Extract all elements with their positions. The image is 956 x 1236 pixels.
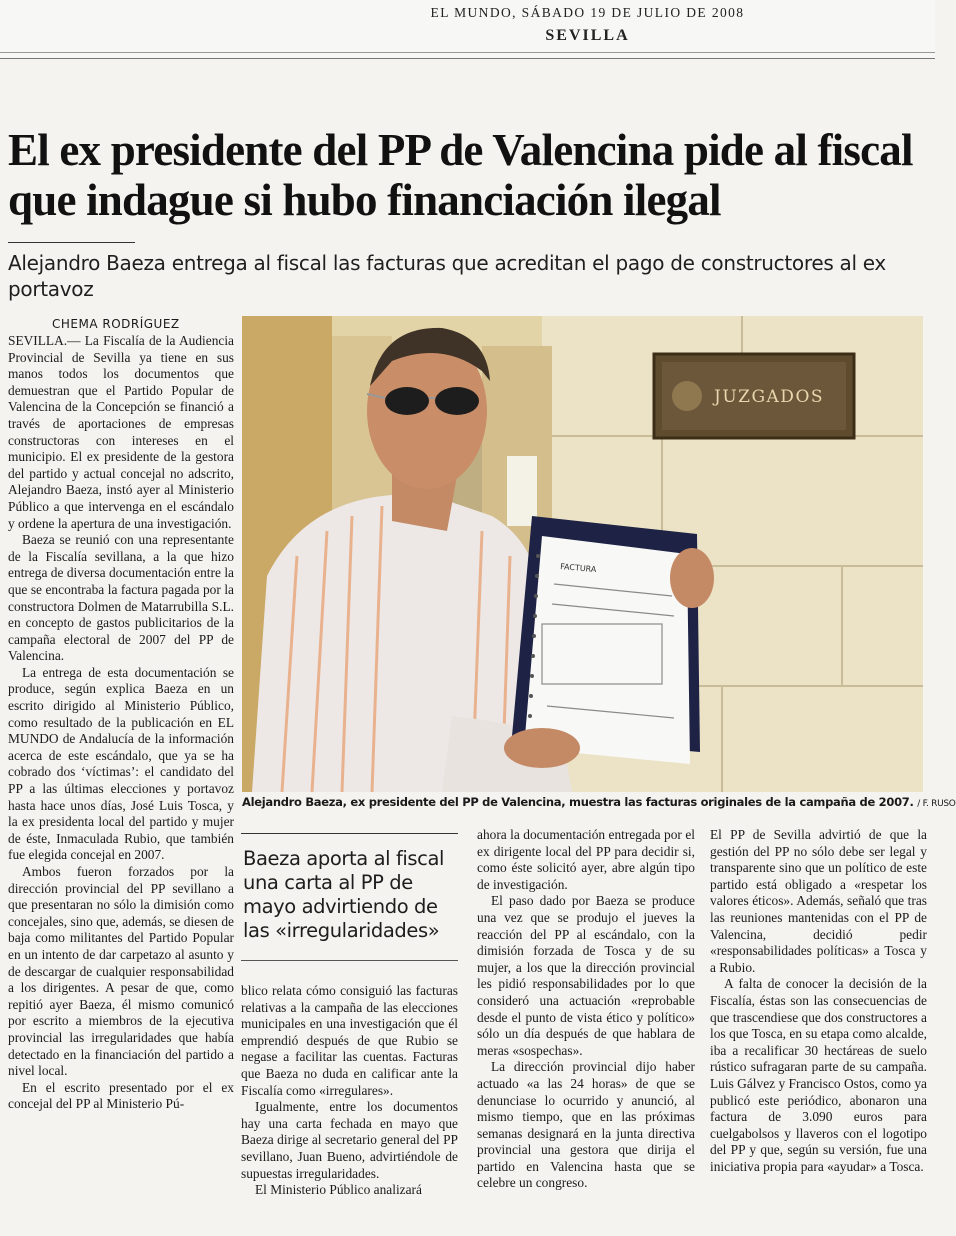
paragraph: La dirección provincial dijo haber actuado «a las 24 horas» de que se denunciase lo ocurrido y anunció, al mismo tiempo, que en las próximas semanas designará en la junta directiva provincial una gestora que dirija el partido en Valencina hasta que se celebre un congreso. <box>477 1059 695 1191</box>
pull-quote-rule-bottom <box>241 960 458 961</box>
article-column-4 <box>710 827 927 1233</box>
subheadline: Alejandro Baeza entrega al fiscal las facturas que acreditan el pago de constructores al ex portavoz <box>8 251 886 301</box>
section-name: SEVILLA <box>545 27 630 44</box>
article-column-3 <box>477 827 695 1233</box>
photo-caption <box>242 795 956 809</box>
paragraph: Igualmente, entre los documentos hay una carta fechada en mayo que Baeza dirige al secretario general del PP sevillano, Juan Bueno, advirtiéndole de supuestas irregularidades. <box>241 1099 458 1181</box>
document-label: FACTURA <box>559 562 597 575</box>
masthead-divider <box>0 52 935 53</box>
paragraph: ahora la documentación entregada por el ex dirigente local del PP para decidir si, como éste solicitó ayer, abre algún tipo de investigación. <box>477 827 695 892</box>
byline: CHEMA RODRÍGUEZ <box>52 317 180 331</box>
paragraph: SEVILLA.— La Fiscalía de la Audiencia Provincial de Sevilla ya tiene en sus manos todos los documentos que demuestran que el Partido Popular de Valencina de la Concepción se financió a través de aportaciones de empresas constructoras con intereses en el municipio. El ex presidente de la gestora del partido y actual concejal no adscrito, Alejandro Baeza, instó ayer al Ministerio Público a que intervenga en el escándalo y ordene la apertura de una investigación. <box>8 333 234 531</box>
paragraph: El Ministerio Público analizará <box>255 1182 422 1198</box>
article-photo <box>242 316 923 792</box>
paragraph: El paso dado por Baeza se produce una vez que se produjo el jueves la reacción del PP al escándalo, con la dimisión forzada de Tosca y de su mujer, a los que la dirección provincial les pidió responsabilidades por lo que consideró una actuación «reprobable desde el punto de vista ético y político» sólo un día después de que hablara de meras «sospechas». <box>477 893 695 1058</box>
paragraph: blico relata cómo consiguió las facturas relativas a la campaña de las elecciones municipales en una investigación que él emprendió después de que Rubio se negase a facilitar las cuentas. Facturas que Baeza no duda en calificar ante la Fiscalía como «irregulares». <box>241 983 458 1098</box>
masthead-date: EL MUNDO, SÁBADO 19 DE JULIO DE 2008 <box>430 5 745 20</box>
paragraph: El PP de Sevilla advirtió de que la gestión del PP no sólo debe ser legal y transparente sino que un político de este partido está obligado a «respetar los valores éticos». Además, señaló que tras las reuniones mantenidas con el PP de Valencina, decidió pedir «responsabilidades políticas» a Tosca y a Rubio. <box>710 827 927 975</box>
caption-text: Alejandro Baeza, ex presidente del PP de Valencina, muestra las facturas originales de la campaña de 2007. <box>242 795 914 809</box>
paragraph: Ambos fueron forzados por la dirección provincial del PP sevillano a que presentaran no sólo la dimisión como concejales, sino que, además, se diesen de baja como militantes del Partido Popular en un intento de dar carpetazo al asunto y de descargar de cualquier responsabilidad a los dirigentes. A pesar de que, como repitió ayer Baeza, él mismo comunicó por escrito a miembros de la ejecutiva provincial las irregularidades que había detectado en la financiación del partido a nivel local. <box>8 864 234 1079</box>
headline: El ex presidente del PP de Valencina pide al fiscal que indague si hubo financiación ilegal <box>8 125 913 225</box>
headline-rule <box>8 242 135 243</box>
paragraph: Baeza se reunió con una representante de la Fiscalía sevillana, a la que hizo entrega de diversa documentación entre la que se encontraba la factura pagada por la constructora Dolmen de Matarrubilla S.L. en concepto de gastos publicitarios de la campaña electoral de 2007 del PP de Valencina. <box>8 532 234 664</box>
masthead <box>0 0 935 59</box>
pull-quote-rule <box>241 833 458 834</box>
pull-quote: Baeza aporta al fiscal una carta al PP de mayo advirtiendo de las «irregularidades» <box>243 847 445 942</box>
article-column-2 <box>241 983 458 1233</box>
photo-illustration <box>242 316 923 792</box>
sign-text: JUZGADOS <box>714 387 825 407</box>
photo-credit: / F. RUSO <box>917 799 956 809</box>
paragraph: En el escrito presentado por el ex concejal del PP al Ministerio Pú- <box>8 1079 234 1112</box>
paragraph: La entrega de esta documentación se produce, según explica Baeza en un escrito dirigido al Ministerio Público, como resultado de la publicación en EL MUNDO de Andalucía de la información acerca de este escándalo, que ya se ha cobrado dos ‘víctimas’: el candidato del PP a las últimas elecciones y portavoz hasta hace unos días, José Luis Tosca, y la ex presidenta local del partido y mujer de éste, Inmaculada Rubio, que también fue elegida concejal en 2007. <box>8 664 234 863</box>
article-column-1 <box>8 333 234 1233</box>
paragraph: A falta de conocer la decisión de la Fiscalía, éstas son las consecuencias de que trascendiese que dos constructores a los que Tosca, en su etapa como alcalde, iba a recalificar 30 hectáreas de suelo rústico sufragaran parte de su campaña. Luis Gálvez y Francisco Ostos, como ya publicó este periódico, abonaron una factura de 3.090 euros para cuelgabolsos y llaveros con el logotipo del PP y que, según su versión, fue una iniciativa propia para «ayudar» a Tosca. <box>710 976 927 1174</box>
